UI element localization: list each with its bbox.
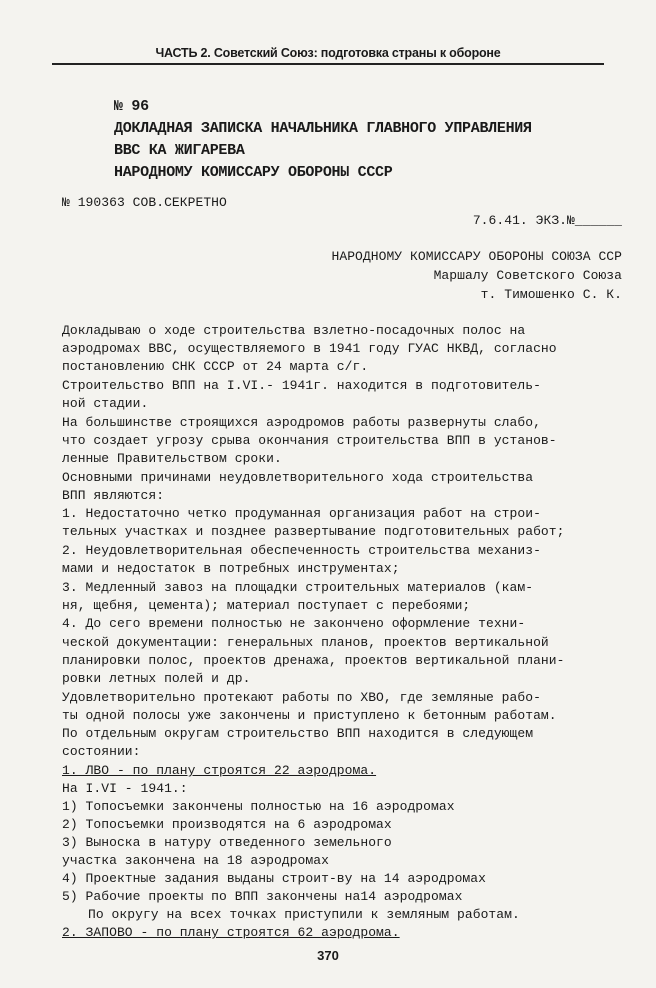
- body-line: По отдельным округам строительство ВПП находится в следующем: [62, 726, 534, 741]
- body-line: 2) Топосъемки производятся на 6 аэродромах: [62, 817, 392, 832]
- body-line: ня, щебня, цемента); материал поступает с перебоями;: [62, 598, 471, 613]
- running-head: ЧАСТЬ 2. Советский Союз: подготовка страны к обороне: [52, 46, 604, 65]
- body-line: планировки полос, проектов дренажа, проектов вертикальной плани-: [62, 653, 565, 668]
- body-line: Строительство ВПП на I.VI.- 1941г. находится в подготовитель-: [62, 378, 541, 393]
- body-line: ной стадии.: [62, 396, 149, 411]
- doc-number: № 96: [114, 98, 149, 115]
- body-line: 2. Неудовлетворительная обеспеченность строительства механиз-: [62, 543, 541, 558]
- addressee-line: т. Тимошенко С. К.: [480, 287, 622, 302]
- body-line: На I.VI - 1941.:: [62, 781, 188, 796]
- body-line: 3. Медленный завоз на площадки строительных материалов (кам-: [62, 580, 534, 595]
- body-line: ческой документации: генеральных планов, проектов вертикальной: [62, 635, 549, 650]
- body-line: 1. ЛВО - по плану строятся 22 аэродрома.: [62, 763, 377, 778]
- heading-line: ВВС КА ЖИГАРЕВА: [114, 142, 245, 159]
- body-line: Удовлетворительно протекают работы по ХВО, где земляные рабо-: [62, 690, 541, 705]
- body-line: тельных участках и позднее развертывание подготовительных работ;: [62, 524, 565, 539]
- body-line: Докладываю о ходе строительства взлетно-посадочных полос на: [62, 323, 526, 338]
- page-number: 370: [317, 948, 339, 963]
- document-heading: [114, 96, 624, 184]
- body-line: 4) Проектные задания выданы строит-ву на 14 аэродромах: [62, 871, 486, 886]
- addressee-line: НАРОДНОМУ КОМИССАРУ ОБОРОНЫ СОЮЗА ССР: [331, 249, 622, 264]
- body-line: ленные Правительством сроки.: [62, 451, 282, 466]
- body-line: что создает угрозу срыва окончания строительства ВПП в установ-: [62, 433, 557, 448]
- body-line: Основными причинами неудовлетворительного хода строительства: [62, 470, 534, 485]
- heading-line: ДОКЛАДНАЯ ЗАПИСКА НАЧАЛЬНИКА ГЛАВНОГО УПРАВЛЕНИЯ: [114, 120, 532, 137]
- body-line: мами и недостаток в потребных инструментах;: [62, 561, 400, 576]
- body-line: На большинстве строящихся аэродромов работы развернуты слабо,: [62, 415, 541, 430]
- body-line: По округу на всех точках приступили к земляным работам.: [88, 907, 520, 922]
- body-line: 3) Выноска в натуру отведенного земельного: [62, 835, 392, 850]
- body-line: ВПП являются:: [62, 488, 165, 503]
- body-line: 5) Рабочие проекты по ВПП закончены на14 аэродромах: [62, 889, 463, 904]
- body-line: 1. Недостаточно четко продуманная организация работ на строи-: [62, 506, 541, 521]
- reference-line: № 190363 СОВ.СЕКРЕТНО: [62, 195, 227, 210]
- body-line: аэродромах ВВС, осуществляемого в 1941 году ГУАС НКВД, согласно: [62, 341, 557, 356]
- body-line: ровки летных полей и др.: [62, 671, 251, 686]
- body-line: ты одной полосы уже закончены и приступлено к бетонным работам.: [62, 708, 557, 723]
- body-line: 2. ЗАПОВО - по плану строятся 62 аэродрома.: [62, 925, 400, 940]
- body-line: участка закончена на 18 аэродромах: [62, 853, 329, 868]
- body-line: постановлению СНК СССР от 24 марта с/г.: [62, 359, 369, 374]
- date-line: 7.6.41. ЭКЗ.№______: [472, 213, 622, 228]
- body-line: 1) Топосъемки закончены полностью на 16 аэродромах: [62, 799, 455, 814]
- body-line: 4. До сего времени полностью не закончено оформление техни-: [62, 616, 526, 631]
- body-line: состоянии:: [62, 744, 141, 759]
- addressee-line: Маршалу Советского Союза: [433, 268, 622, 283]
- heading-line: НАРОДНОМУ КОМИССАРУ ОБОРОНЫ СССР: [114, 164, 393, 181]
